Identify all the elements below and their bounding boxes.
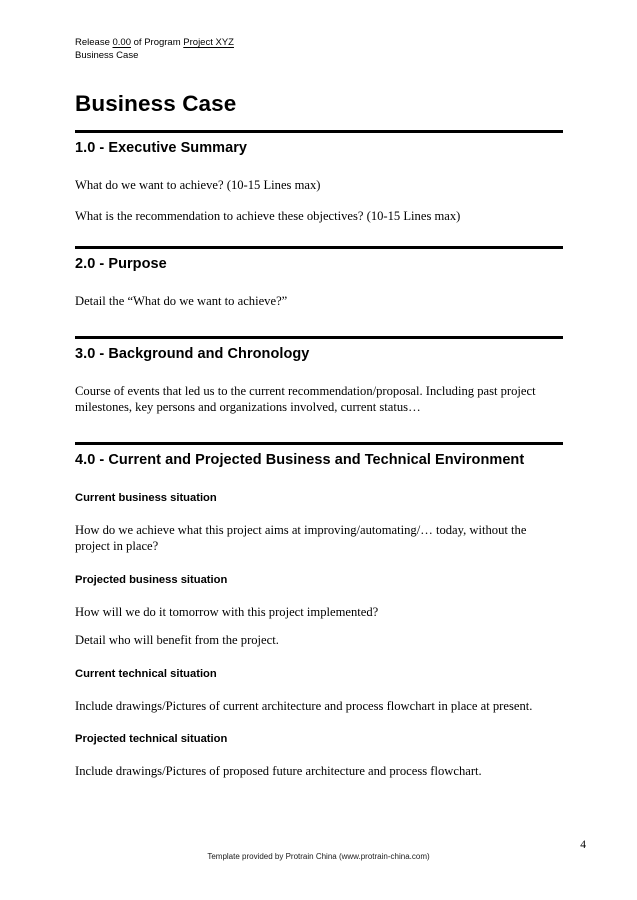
subsection-current-technical-paragraph-1: Include drawings/Pictures of current architecture and process flowchart in place at present. [75, 698, 533, 713]
section-rule [75, 442, 563, 445]
section-rule [75, 130, 563, 133]
section-heading-1: 1.0 - Executive Summary [75, 140, 248, 156]
page-title: Business Case [75, 91, 237, 117]
subsection-heading-projected-business: Projected business situation [75, 573, 228, 586]
section-heading-4: 4.0 - Current and Projected Business and Technical Environment [75, 451, 525, 468]
document-running-header [75, 36, 234, 62]
section-1-paragraph-1: What do we want to achieve? (10-15 Lines max) [75, 178, 321, 192]
subsection-projected-technical-paragraph-1: Include drawings/Pictures of proposed future architecture and process flowchart. [75, 764, 482, 778]
header-program-value: Project XYZ [183, 37, 234, 48]
footer-note: Template provided by Protrain China (www.protrain-china.com) [207, 852, 430, 861]
section-rule [75, 246, 563, 249]
subsection-heading-current-technical: Current technical situation [75, 667, 217, 680]
page-number: 4 [580, 839, 586, 851]
header-release-value: 0.00 [112, 37, 131, 48]
header-line-release [75, 36, 234, 49]
header-release-prefix: Release [75, 37, 113, 48]
section-heading-3: 3.0 - Background and Chronology [75, 345, 310, 362]
section-rule [75, 336, 563, 339]
document-body [75, 130, 563, 780]
subsection-projected-business-paragraph-2: Detail who will benefit from the project. [75, 633, 279, 647]
subsection-projected-business-paragraph-1: How will we do it tomorrow with this project implemented? [75, 604, 379, 619]
section-3-paragraph-1: Course of events that led us to the current recommendation/proposal. Including past project milestones, key persons and organizations involved, current status… [75, 383, 536, 414]
section-1-paragraph-2: What is the recommendation to achieve these objectives? (10-15 Lines max) [75, 208, 461, 223]
section-2-paragraph-1: Detail the “What do we want to achieve?” [75, 294, 288, 308]
section-heading-2: 2.0 - Purpose [75, 256, 167, 272]
header-release-middle: of Program [131, 37, 184, 48]
subsection-current-business-paragraph-1: How do we achieve what this project aims at improving/automating/… today, without the project in place? [75, 522, 527, 553]
subsection-heading-projected-technical: Projected technical situation [75, 733, 228, 745]
header-line-doctype: Business Case [75, 50, 139, 61]
subsection-heading-current-business: Current business situation [75, 491, 217, 504]
